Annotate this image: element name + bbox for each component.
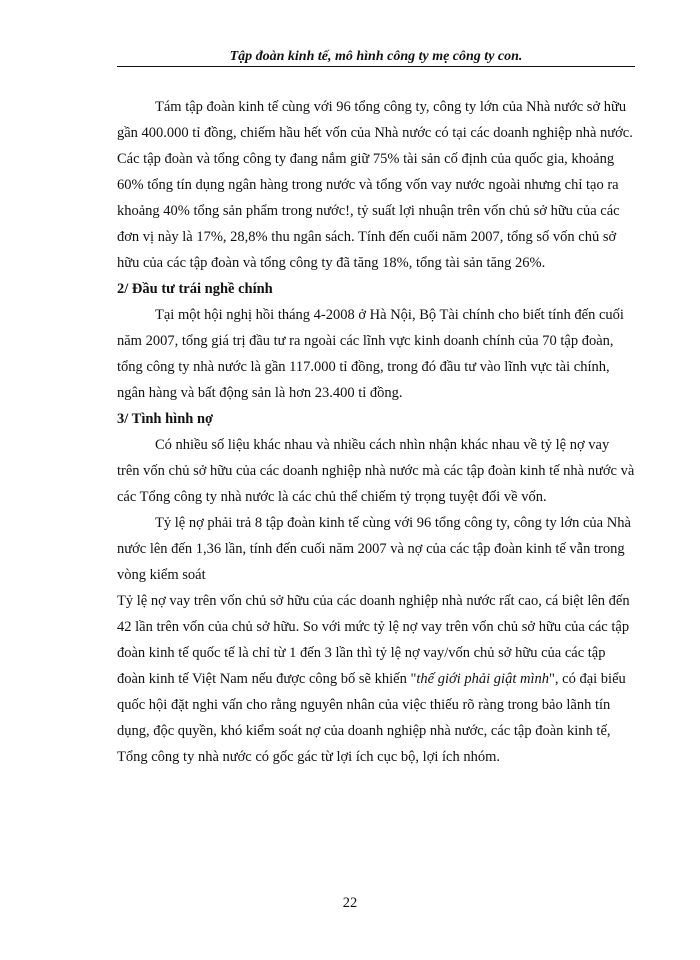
heading-section-3: 3/ Tình hình nợ	[117, 411, 214, 427]
paragraph-investment: Tại một hội nghị hồi tháng 4-2008 ở Hà Nội, Bộ Tài chính cho biết tính đến cuối năm 2007, tổng giá trị đầu tư ra ngoài các lĩnh vực kinh doanh chính của 70 tập đoàn, tổng công ty nhà nước là gần 117.000 tỉ đồng, trong đó đầu tư vào lĩnh vực tài chính, ngân hàng và bất động sản là hơn 23.400 tỉ đồng.	[117, 307, 624, 401]
paragraph-debt-comparison	[117, 588, 635, 770]
text-run: ", có đại biểu quốc hội đặt nghi vấn cho rằng nguyên nhân của việc thiếu rõ ràng trong bảo lãnh tín dụng, độc quyền, khó kiểm soát nợ của doanh nghiệp nhà nước, các tập đoàn kinh tế, Tổng công ty nhà nước có gốc gác từ lợi ích cục bộ, lợi ích nhóm.	[117, 671, 626, 765]
paragraph-intro: Tám tập đoàn kinh tế cùng với 96 tổng công ty, công ty lớn của Nhà nước sở hữu gần 400.000 tỉ đồng, chiếm hầu hết vốn của Nhà nước có tại các doanh nghiệp nhà nước. Các tập đoàn và tổng công ty đang nắm giữ 75% tài sản cố định của quốc gia, khoảng 60% tổng tín dụng ngân hàng trong nước và tổng vốn vay nước ngoài nhưng chỉ tạo ra khoảng 40% tổng sản phẩm trong nước!, tỷ suất lợi nhuận trên vốn chủ sở hữu của các đơn vị này là 17%, 28,8% thu ngân sách. Tính đến cuối năm 2007, tổng số vốn chủ sở hữu của các tập đoàn và tổng công ty đã tăng 18%, tổng tài sản tăng 26%.	[117, 99, 633, 271]
italic-quote: thế giới phải giật mình	[416, 671, 549, 687]
page-number: 22	[342, 895, 358, 911]
header-rule	[117, 66, 635, 67]
paragraph-debt-views: Có nhiều số liệu khác nhau và nhiều cách nhìn nhận khác nhau về tỷ lệ nợ vay trên vốn chủ sở hữu của các doanh nghiệp nhà nước mà các tập đoàn kinh tế nhà nước và các Tổng công ty nhà nước là các chủ thể chiếm tỷ trọng tuyệt đối về vốn.	[117, 437, 635, 505]
heading-section-2: 2/ Đầu tư trái nghề chính	[117, 281, 273, 297]
paragraph-debt-ratio: Tỷ lệ nợ phải trả 8 tập đoàn kinh tế cùng với 96 tổng công ty, công ty lớn của Nhà nước lên đến 1,36 lần, tính đến cuối năm 2007 và nợ của các tập đoàn kinh tế vẫn trong vòng kiểm soát	[117, 515, 631, 583]
document-body	[117, 94, 635, 770]
text-run: Tỷ lệ nợ vay trên vốn chủ sở hữu của các doanh nghiệp nhà nước rất cao, cá biệt lên đến 42 lần trên vốn của chủ sở hữu. So với mức tỷ lệ nợ vay trên vốn chủ sở hữu của các tập đoàn kinh tế quốc tế là chỉ từ 1 đến 3 lần thì tỷ lệ nợ vay/vốn chủ sở hữu của các tập đoàn kinh tế Việt Nam nếu được công bố sẽ khiến "	[117, 593, 630, 687]
running-header: Tập đoàn kinh tế, mô hình công ty mẹ công ty con.	[229, 49, 523, 64]
